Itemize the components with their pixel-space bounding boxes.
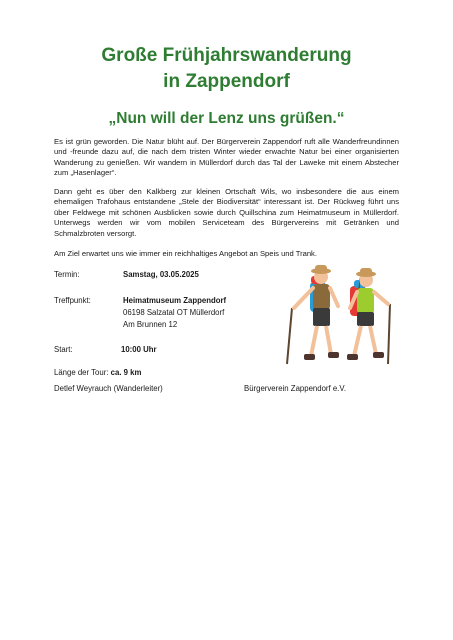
organization-name: Bürgerverein Zappendorf e.V. (244, 384, 347, 393)
tour-length-value: ca. 9 km (110, 368, 142, 377)
hiker-man-icon (287, 265, 339, 364)
date-label: Termin: (54, 270, 80, 279)
title-line-1: Große Frühjahrswanderung (101, 45, 352, 66)
hiker-woman-icon (347, 268, 390, 364)
meeting-address-line-2: Am Brunnen 12 (123, 320, 178, 329)
meeting-label: Treffpunkt: (54, 296, 91, 305)
tour-length-label: Länge der Tour: (54, 368, 109, 377)
start-value: 10:00 Uhr (121, 345, 157, 354)
hikers-illustration-icon (284, 264, 394, 374)
subtitle-quote: „Nun will der Lenz uns grüßen.“ (108, 110, 345, 127)
intro-paragraph: Es ist grün geworden. Die Natur blüht auf. Der Bürgerverein Zappendorf ruft alle Wanderfreundinnen und -freunde dazu auf, die nach dem tristen Winter wieder erwachte Natur bei einer organisierten Wanderung zu genießen. Wir wandern in Müllerdorf durch das Tal der Laweke mit einem Abstecher zum „Hasenlager“. (54, 137, 399, 178)
hike-leader: Detlef Weyrauch (Wanderleiter) (54, 384, 163, 393)
title-line-2: in Zappendorf (163, 71, 290, 92)
route-paragraph: Dann geht es über den Kalkberg zur kleinen Ortschaft Wils, wo insbesondere die aus einem ehemaligen Trafohaus entstandene „Stele der Biodiversität“ interessant ist. Der Rückweg führt uns über Feldwege mit schönen Ausblicken sowie durch Quillschina zum Heimatmuseum in Müllerdorf. Unterwegs werden wir vom mobilen Serviceteam des Bürgervereins mit Getränken und Schmalzbroten versorgt. (54, 187, 399, 238)
meeting-place-name: Heimatmuseum Zappendorf (123, 296, 227, 305)
start-label: Start: (54, 345, 73, 354)
date-value: Samstag, 03.05.2025 (123, 270, 199, 279)
tour-length (54, 367, 141, 378)
closing-paragraph: Am Ziel erwartet uns wie immer ein reichhaltiges Angebot an Speis und Trank. (54, 249, 317, 258)
meeting-address-line-1: 06198 Salzatal OT Müllerdorf (123, 308, 225, 317)
